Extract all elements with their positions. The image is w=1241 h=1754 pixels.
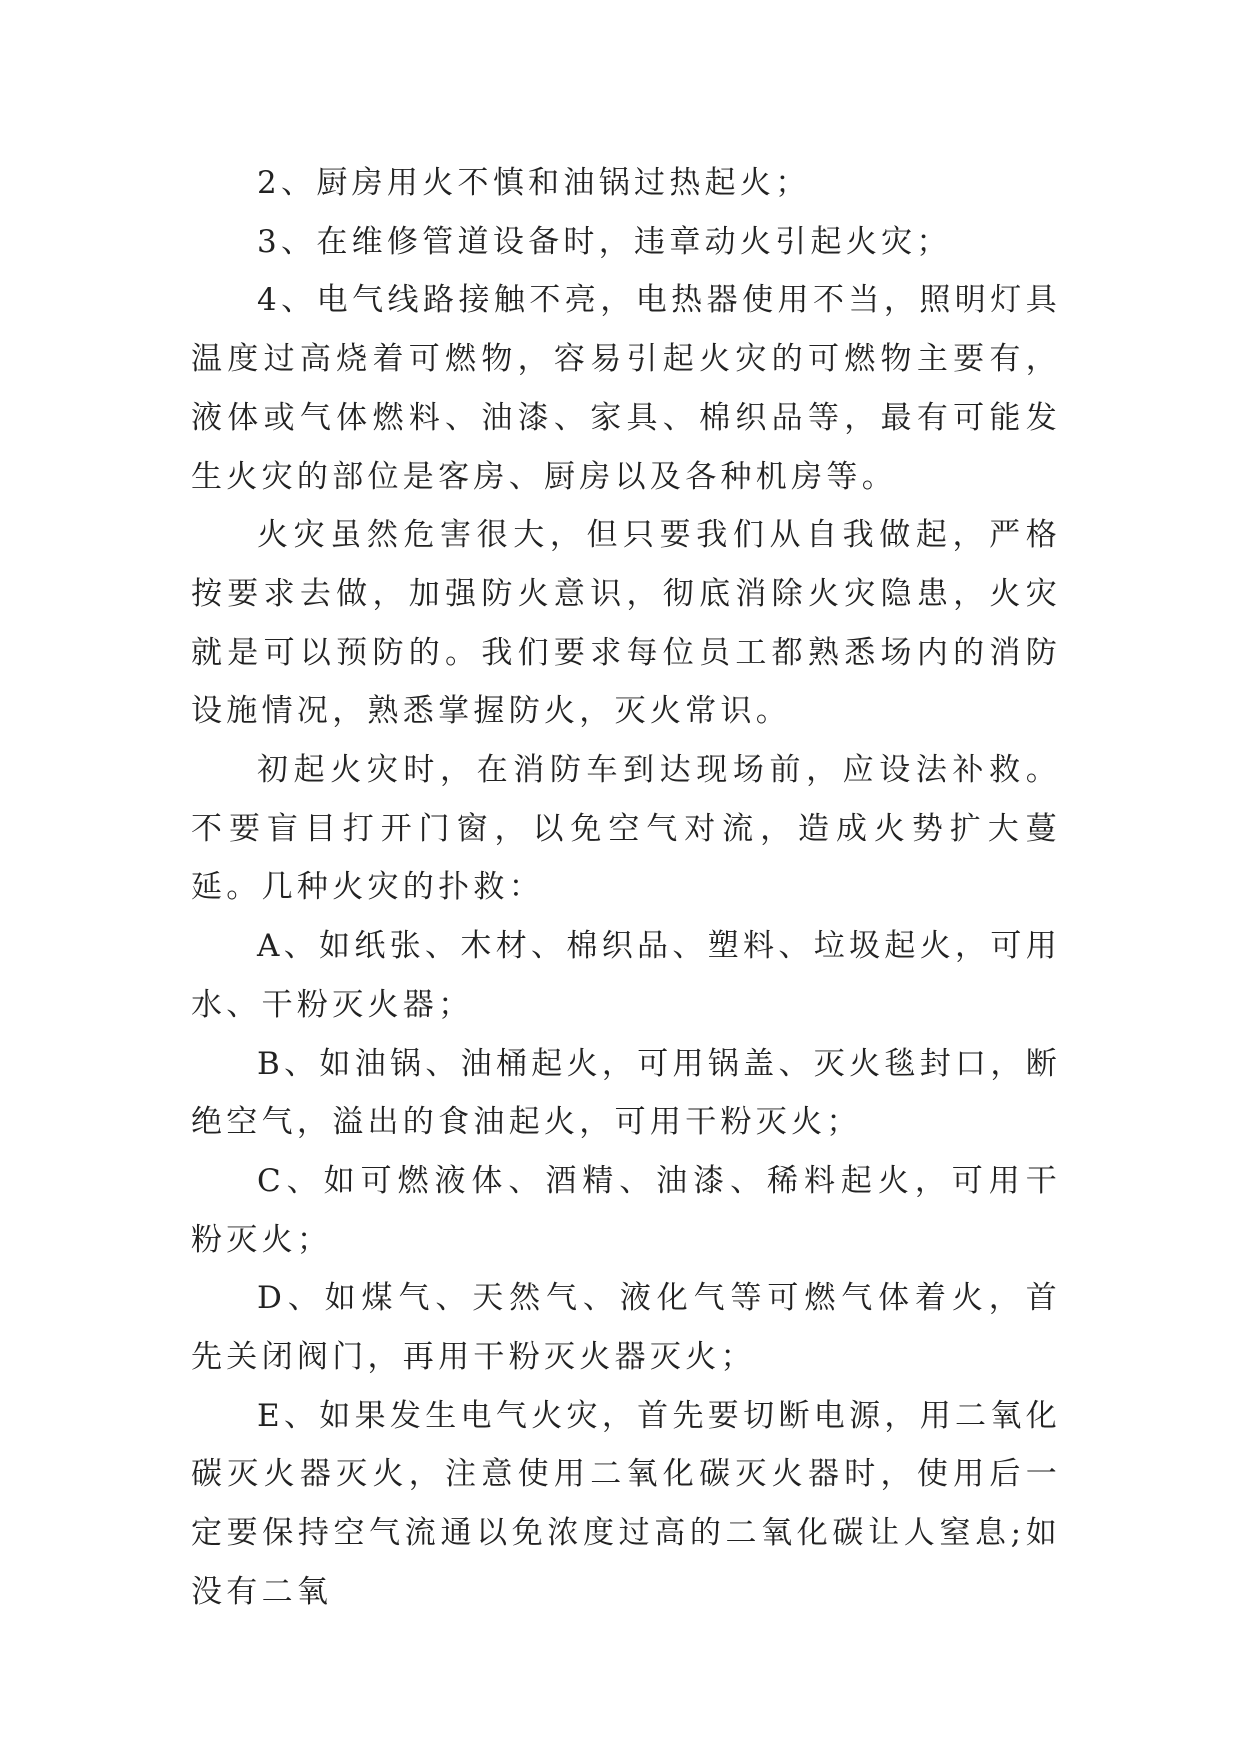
paragraph-method-e: E、如果发生电气火灾，首先要切断电源，用二氧化碳灭火器灭火，注意使用二氧化碳灭火器时，使用后一定要保持空气流通以免浓度过高的二氧化碳让人窒息;如没有二氧 — [191, 1397, 1061, 1610]
paragraph-initial-fire: 初起火灾时，在消防车到达现场前，应设法补救。不要盲目打开门窗，以免空气对流，造成火势扩大蔓延。几种火灾的扑救： — [191, 752, 1061, 906]
paragraph-prevention: 火灾虽然危害很大，但只要我们从自我做起，严格按要求去做，加强防火意识，彻底消除火灾隐患，火灾就是可以预防的。我们要求每位员工都熟悉场内的消防设施情况，熟悉掌握防火，灭火常识。 — [191, 517, 1061, 730]
paragraph-method-a: A、如纸张、木材、棉织品、塑料、垃圾起火，可用水、干粉灭火器； — [191, 928, 1061, 1023]
paragraph-cause-3: 3、在维修管道设备时，违章动火引起火灾； — [257, 223, 952, 260]
document-body — [191, 154, 1061, 1622]
paragraph-method-d: D、如煤气、天然气、液化气等可燃气体着火，首先关闭阀门，再用干粉灭火器灭火； — [191, 1280, 1061, 1376]
paragraph-method-b: B、如油锅、油桶起火，可用锅盖、灭火毯封口，断绝空气，溢出的食油起火，可用干粉灭火； — [191, 1045, 1061, 1141]
paragraph-cause-4: 4、电气线路接触不亮，电热器使用不当，照明灯具温度过高烧着可燃物，容易引起火灾的可燃物主要有，液体或气体燃料、油漆、家具、棉织品等，最有可能发生火灾的部位是客房、厨房以及各种机房等。 — [191, 282, 1061, 495]
paragraph-method-c: C、如可燃液体、酒精、油漆、稀料起火，可用干粉灭火； — [191, 1162, 1061, 1258]
paragraph-cause-2: 2、厨房用火不慎和油锅过热起火； — [257, 165, 811, 201]
